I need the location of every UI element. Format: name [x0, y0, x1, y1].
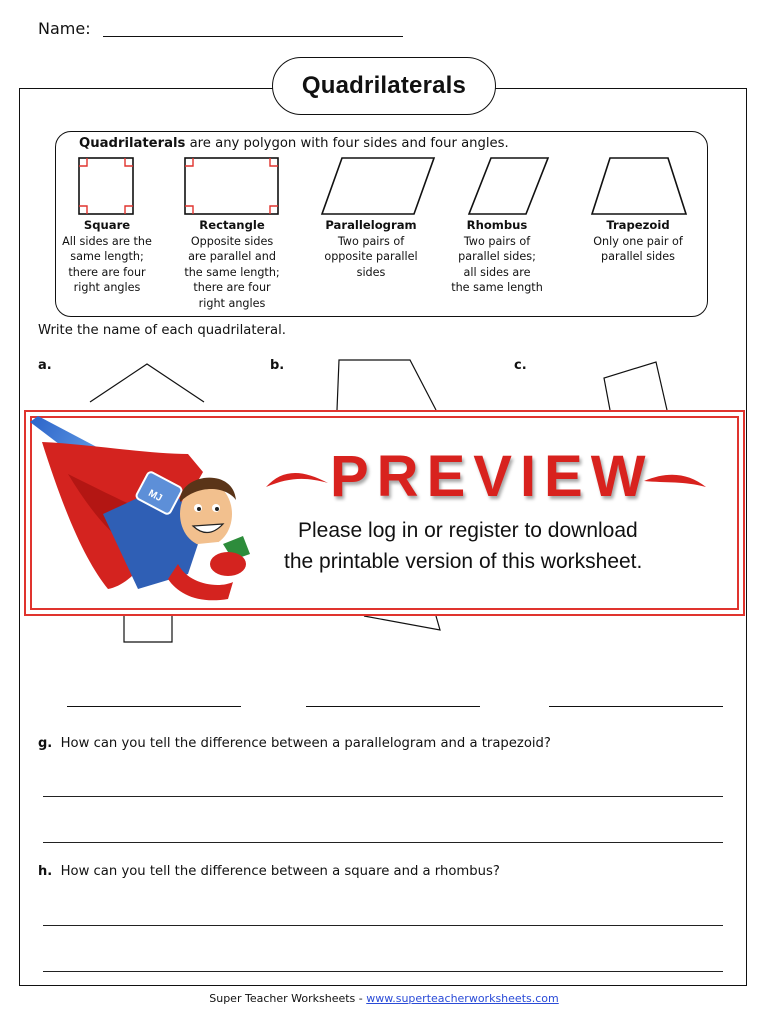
preview-message-line2: the printable version of this worksheet.	[284, 550, 643, 573]
parallelogram-diagram	[322, 158, 434, 214]
problem-d-shape	[124, 616, 172, 642]
shape-desc-line: Two pairs of	[337, 234, 405, 248]
problem-label-c: c.	[514, 358, 527, 373]
writing-line[interactable]	[43, 925, 723, 926]
problem-e-shape	[364, 616, 440, 630]
shape-desc-line: sides	[356, 265, 386, 279]
trapezoid-diagram	[592, 158, 686, 214]
question-g	[38, 736, 551, 751]
problem-a-shape	[90, 364, 204, 402]
shape-desc-line: All sides are the	[62, 234, 152, 248]
shape-desc-line: Only one pair of	[593, 234, 683, 248]
shape-parallelogram	[301, 218, 441, 280]
intro-rest: are any polygon with four sides and four angles.	[185, 136, 509, 151]
writing-line[interactable]	[43, 842, 723, 843]
preview-heading: PREVIEW	[330, 444, 654, 509]
shape-desc-line: are parallel and	[188, 250, 276, 263]
shape-rectangle	[162, 218, 302, 311]
question-text: How can you tell the difference between a square and a rhombus?	[60, 864, 500, 879]
shape-desc-line: Two pairs of	[463, 234, 531, 248]
shape-name: Rectangle	[199, 218, 265, 232]
question-label: h.	[38, 864, 53, 879]
question-label: g.	[38, 736, 53, 751]
shape-name: Square	[83, 218, 131, 232]
problem-label-b: b.	[270, 358, 285, 373]
shape-desc-line: same length;	[70, 250, 144, 263]
shape-name: Rhombus	[466, 218, 528, 232]
footer-link[interactable]: www.superteacherworksheets.com	[366, 992, 559, 1005]
preview-message-line1: Please log in or register to download	[298, 519, 638, 542]
problem-b-shape	[337, 360, 436, 410]
footer	[0, 992, 768, 1005]
instructions: Write the name of each quadrilateral.	[38, 323, 286, 338]
footer-text: Super Teacher Worksheets -	[209, 992, 367, 1005]
problem-c-shape	[604, 362, 667, 410]
shape-desc-line: Opposite sides	[190, 234, 274, 248]
shape-desc-line: right angles	[73, 281, 141, 294]
answer-line-e[interactable]	[306, 706, 480, 707]
shape-rhombus	[427, 218, 567, 296]
shape-desc-line: parallel sides;	[458, 250, 536, 263]
writing-line[interactable]	[43, 971, 723, 972]
name-label: Name:	[38, 19, 91, 38]
shape-name: Parallelogram	[325, 218, 417, 232]
shape-desc-line: opposite parallel	[324, 250, 418, 263]
shape-square	[37, 218, 177, 296]
shape-desc-line: the same length	[451, 281, 543, 294]
square-diagram	[79, 158, 133, 214]
intro-bold-term: Quadrilaterals	[79, 136, 186, 151]
question-h	[38, 864, 500, 879]
shape-desc-line: there are four	[193, 281, 271, 294]
shape-desc-line: right angles	[198, 296, 266, 310]
shape-desc-line: parallel sides	[601, 250, 675, 263]
left-swoosh-icon	[262, 465, 332, 495]
question-text: How can you tell the difference between a parallelogram and a trapezoid?	[60, 736, 551, 751]
writing-line[interactable]	[43, 796, 723, 797]
shape-desc-line: all sides are	[463, 265, 531, 279]
shape-trapezoid	[568, 218, 708, 265]
answer-line-d[interactable]	[67, 706, 241, 707]
rhombus-diagram	[469, 158, 548, 214]
shape-desc-line: there are four	[68, 265, 146, 279]
answer-line-f[interactable]	[549, 706, 723, 707]
shape-desc-line: the same length;	[184, 265, 280, 279]
rectangle-diagram	[185, 158, 278, 214]
worksheet-title: Quadrilaterals	[272, 57, 496, 115]
superhero-mascot-icon	[28, 414, 278, 614]
problem-label-a: a.	[38, 358, 52, 373]
svg-text:MJ: MJ	[146, 487, 164, 505]
shape-name: Trapezoid	[606, 218, 670, 232]
